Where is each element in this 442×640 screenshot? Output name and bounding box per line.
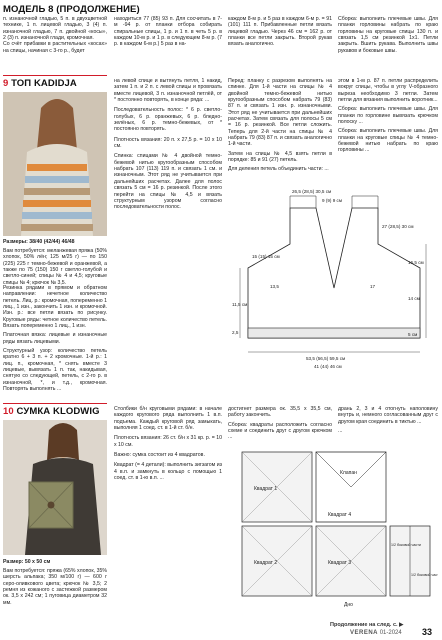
diagram-label: 2,5 bbox=[232, 330, 239, 335]
paragraph: п. изнаночной гладью, 5 п. в двухцветной технике, 1 п. лицевой гладью, 3 (4) п. изнаночной гладью, 7 п. двойной «косы», 2 (3) п. изнаночной глади, кромочная. bbox=[3, 16, 107, 42]
diagram-label: 17 bbox=[370, 284, 376, 289]
bag-diagram-svg bbox=[232, 446, 438, 618]
paragraph: Последовательность полос: * 6 р. светло-голубых, 6 р. оранжевых, 6 р. бледно-зелёных, 6 р. темно-бежевых, от * постоянно повторять. bbox=[114, 107, 222, 133]
paragraph: Сборка: выполнить плечевые швы. Для планки на круговые спицы № 4 темно-бежевой нитью набрать по краю горловины ... bbox=[338, 128, 438, 154]
paragraph: этом в 1-м р. 87 п. петли распределить вокруг спицы, чтобы в углу V-образного выреза необходимо 3 петли. Затем петли для вязания выполнить воротник... bbox=[338, 78, 438, 104]
text-column-1-sec9 bbox=[3, 285, 107, 393]
paragraph: находиться 77 (85) 93 п. Для сосчитать в 7-м -94 р. от планки отбора собирать спиральные спицы, 1 р. и 1 п. в четь 5 р. в каждом 10-м р. и 1 р. в следующем 8-м р. (7 р. в каждом 6-м р.) 5 раз в на- bbox=[114, 16, 222, 48]
diagram-label: Квадрат 3 bbox=[328, 560, 352, 566]
diagram-label: 9 (9) 9 см bbox=[322, 198, 343, 203]
text-column-3-sec9 bbox=[228, 78, 332, 173]
materials-10 bbox=[3, 568, 107, 606]
materials-9 bbox=[3, 248, 107, 286]
text-column-4-top bbox=[338, 16, 438, 54]
paragraph: Спинка: спицами № 4 двойной темно-бежевой нитью кругообразным способом набрать 107 (113) 119 п. и связать 1 см. и изнаночным. Этот ряд не учитывается при дальнейших расчетах. Далее для полос связать 5 см = 16 р. резинкой. После этого перейти на спицы № 4,5 и вязать структурным узором согласно последовательности полос. bbox=[114, 153, 222, 211]
section-divider bbox=[3, 403, 107, 404]
paragraph: Сборка: квадраты расположить согласно схеме и соединить друг с другом крючком ... bbox=[228, 421, 332, 441]
page-number: 33 bbox=[422, 627, 433, 637]
paragraph: ... bbox=[338, 428, 343, 435]
continuation-note: Продолжение на след. с. ▶ bbox=[330, 622, 404, 628]
text-column-2-sec10 bbox=[114, 406, 222, 481]
paragraph: Квадрат (= 4 детали): выполнить зигзагом из 4 в.п. и замкнуть в кольцо с помощью 1 соед. ст. в 1-ю в.п. ... bbox=[114, 462, 222, 482]
diagram-label: 15 (15) 15 см bbox=[252, 254, 280, 259]
paragraph: Для деления петель объединить части: ... bbox=[228, 166, 329, 173]
issue-number: 01-2024 bbox=[379, 630, 402, 636]
section-number: 10 bbox=[3, 406, 14, 417]
paragraph: Плотность вязания: 26 ст. б/н x 31 кр. р. = 10 x 10 см. bbox=[114, 435, 222, 448]
bag-illustration bbox=[3, 420, 107, 555]
paragraph: Платочная вязка: лицевые и изнаночные ряды вязать лицевыми. bbox=[3, 332, 107, 345]
text-column-2-top bbox=[114, 16, 222, 48]
pattern-diagram-top bbox=[230, 188, 438, 370]
paragraph: Затем на спицы № 4,5 взять петли в порядке: 85 и 91 (27) петель. bbox=[228, 150, 332, 164]
paragraph: Со счёт прибавки в растительных «косах» на спицы, начиная с 3-го р., будет bbox=[3, 41, 107, 54]
section-divider bbox=[3, 75, 107, 76]
model-photo-top bbox=[3, 92, 107, 236]
footer-brand bbox=[350, 630, 402, 636]
diagram-label: 14 см bbox=[408, 296, 420, 301]
text-column-3-top bbox=[228, 16, 332, 48]
diagram-label: Квадрат 2 bbox=[254, 560, 278, 566]
text-column-3-sec10 bbox=[228, 406, 332, 441]
diagram-label: 1/2 боковой части bbox=[411, 573, 438, 577]
diagram-label: 26,5 (28,5) 30,5 см bbox=[292, 189, 332, 194]
diagram-label: 41 (44) 46 см bbox=[314, 364, 342, 369]
section-number: 9 bbox=[3, 78, 9, 89]
diagram-label: 13,5 bbox=[270, 284, 279, 289]
bag-assembly-diagram bbox=[232, 446, 438, 618]
paragraph: Структурный узор: количество петель кратно 6 + 3 п. + 2 кромочные. 1-й р.: 1 лиц. п., кромочная, * снять вместе 3 лицевые, вывязать 1 п. так, накидывая, снятую со следующей, петель, с 2-го р. в изнаночной, *, и т.д., кромочная. Повторять выполнять ... bbox=[3, 348, 107, 393]
page-title: МОДЕЛЬ 8 (ПРОДОЛЖЕНИЕ) bbox=[3, 4, 140, 15]
model-figure-illustration bbox=[3, 92, 107, 236]
paragraph: дрань 2, 3 и 4 отогнуть наполовину внутрь и, немного согласованным друг с другом края соединить в тиктью ... bbox=[338, 406, 438, 425]
paragraph: Сборка: выполнить плечевые швы. Для планки по горловине вывязать крючком полоску ... bbox=[338, 106, 438, 126]
paragraph: Вам потребуется: меланжевая пряжа (50% хлопок, 50% лён; 125 м/25 г) — по 150 (225) 225 г темно-бежевой и оранжевой, а также по 75 (150) 150 г светло-голубой и светло-синей; спицы № 4 и 4,5; круговые спицы № 4; крючок № 3,5. bbox=[3, 248, 107, 286]
paragraph: достигнет размера ок. 35,5 х 35,5 см, работу закончить. bbox=[228, 406, 332, 419]
diagram-label: 1/2 боковой части bbox=[391, 543, 421, 547]
paragraph: каждом 8-м р. и 5 раз в каждом 6-м р. = 91 (101) 111 п. Прибавленные петли вязать лицевой гладью. Через 46 см = 162 р. от планки все петли закрыть. Второй рукав вязать аналогично. bbox=[228, 16, 332, 48]
diagram-label: Клапан bbox=[340, 470, 357, 476]
diagram-label: 53,5 (56,5) 59,5 см bbox=[306, 356, 346, 361]
diagram-label: 5 см bbox=[408, 332, 418, 337]
paragraph: Плотность вязания: 20 п. x 27,5 р. = 10 x 10 см. bbox=[114, 136, 222, 150]
text-column-4-sec10 bbox=[338, 406, 438, 434]
text-column-1-top bbox=[3, 16, 107, 54]
sizes-10: Размер: 50 х 50 см bbox=[3, 559, 51, 565]
text-column-4-sec9 bbox=[338, 78, 438, 154]
sizes-9: Размеры: 38/40 (42/44) 46/48 bbox=[3, 239, 75, 245]
paragraph: Перед: планку с разрезом выполнять на спинке. Для 1-й части на спицы № 4 двойной темно-бежевой нитью кругообразным способом набрать 79 (83) 87 п. и связать 1 изн. р. изнаночными. Этот ряд не учитывается при дальнейших расчетах. Затем связать для полосы 5 см = 16 р. резинкой. Все петли сложить. Теперь для 2-й части на спицы № 4 набрать 79 (83) 87 п. и связать аналогично 1-й части. bbox=[228, 78, 332, 148]
section-heading-9 bbox=[3, 78, 77, 89]
section-title: ТОП KADIDJA bbox=[11, 78, 77, 89]
diagram-label: 16,5 см bbox=[408, 260, 424, 265]
paragraph: Столбики б/н круговыми рядами: в начале каждого кругового ряда выполнить 1 в.п. подъема. Каждый круговой ряд замыкать, выполняя 1 соед. ст. в 1-й ст. б/н. bbox=[114, 406, 222, 432]
paragraph: Вам потребуется: пряжа (65% хлопок, 35% шерсть альпака; 350 м/100 г) — 600 г серо-оливкового цвета; крючок № 3,5; 2 ремня из кожаного с застежкой размером ок. 3,5 х 242 см; 1 пуговица диаметром 32 мм. bbox=[3, 568, 107, 606]
diagram-label: Дно bbox=[344, 602, 353, 608]
paragraph: Резинка рядами в прямом и обратном направлении: нечетное количество петель. Лиц. р.: кромочная, попеременно 1 лиц., 1 изн., закончить 1 изн. и кромочной. Изн. р.: все петли вязать по рисунку. Круговые ряды: четное количество петель. Вязать попеременно 1 лиц., 1 изн. bbox=[3, 285, 107, 330]
text-column-2-sec9 bbox=[114, 78, 222, 211]
pattern-diagram-svg bbox=[230, 188, 438, 370]
diagram-label: Квадрат 4 bbox=[328, 512, 352, 518]
section-heading-10 bbox=[3, 406, 100, 417]
brand-name: VERENA bbox=[350, 630, 379, 636]
bag-photo bbox=[3, 420, 107, 555]
section-title: СУМКА KLODWIG bbox=[16, 406, 100, 417]
paragraph: на левой спице и вытянуть петля, 1 накид, затем 1 п. и 2 п. с левой спицы и провязать вместе лицевой, 3 п. изнаночной петлёй, от * постоянно повторять, в конце ряда: ... bbox=[114, 78, 222, 104]
diagram-label: Квадрат 1 bbox=[254, 486, 278, 492]
diagram-label: 11,5 см bbox=[232, 302, 248, 307]
diagram-label: 27 (28,5) 30 см bbox=[382, 224, 414, 229]
paragraph: Сборка: выполнить плечевые швы. Для планки горловины набрать по краю горловины на круговые спицы 130 п. и связать 1,5 см резинкой 1x1. Петли закрыть. Вшить рукава. Выполнить швы рукавов и боковые швы. bbox=[338, 16, 438, 54]
paragraph: Важно: сумка состоит из 4 квадратов. bbox=[114, 452, 205, 459]
